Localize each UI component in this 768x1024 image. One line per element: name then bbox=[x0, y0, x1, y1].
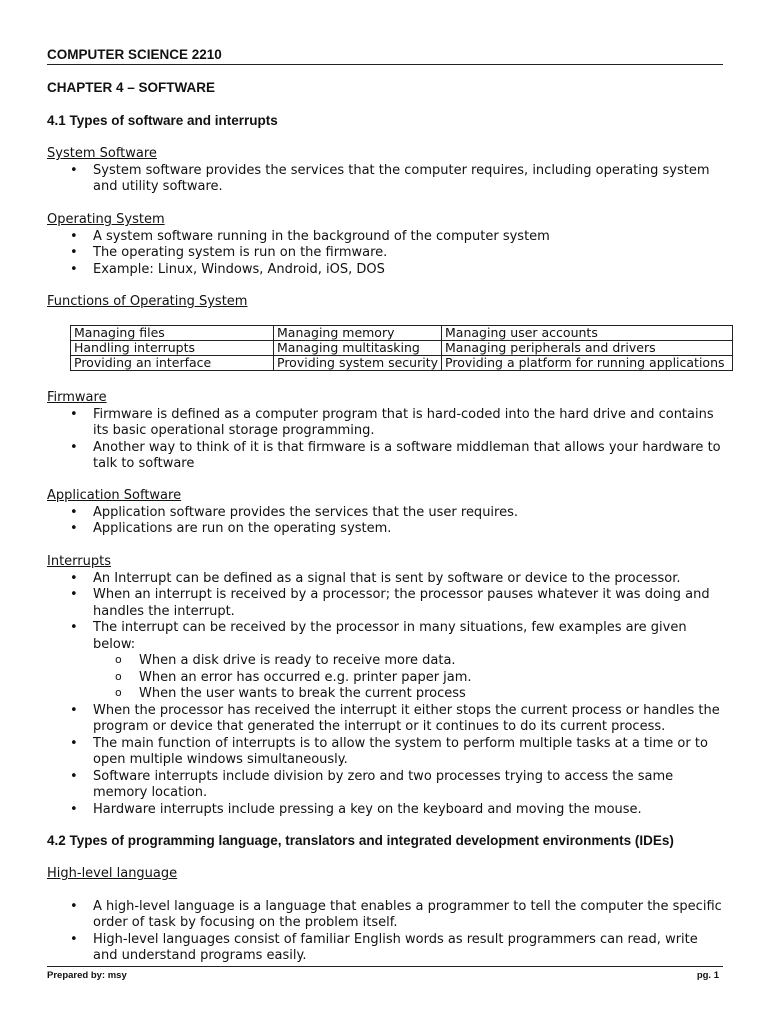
section-heading-4-2: 4.2 Types of programming language, translators and integrated development environments (IDEs) bbox=[47, 833, 674, 848]
table-row bbox=[71, 326, 733, 341]
sub-list-item: o When a disk drive is ready to receive more data. bbox=[93, 653, 723, 670]
list-item-text: The interrupt can be received by the processor in many situations, few examples are given below: bbox=[93, 620, 687, 652]
sub-list-item: o When the user wants to break the current process bbox=[93, 686, 723, 703]
operating-system-heading: Operating System bbox=[47, 212, 165, 227]
footer-author: Prepared by: msy bbox=[47, 970, 127, 981]
list-item: • The operating system is run on the firmware. bbox=[47, 245, 723, 262]
table-cell: Handling interrupts bbox=[71, 341, 274, 356]
operating-system-section bbox=[47, 212, 723, 278]
list-item: • The main function of interrupts is to allow the system to perform multiple tasks at a time or to open multiple windows simultaneously. bbox=[47, 736, 723, 769]
application-software-heading: Application Software bbox=[47, 488, 182, 503]
table-row bbox=[71, 356, 733, 371]
system-software-list bbox=[47, 163, 723, 196]
page-header bbox=[47, 44, 723, 65]
page-number: pg. 1 bbox=[696, 970, 719, 981]
chapter-title: CHAPTER 4 – SOFTWARE bbox=[47, 80, 216, 95]
list-item: • When the processor has received the interrupt it either stops the current process or handles the program or device that generated the interrupt or it continues to do its current process. bbox=[47, 703, 723, 736]
list-item: • High-level languages consist of familiar English words as result programmers can read, write and understand programs easily. bbox=[47, 932, 723, 965]
sub-list-item: o When an error has occurred e.g. printer paper jam. bbox=[93, 670, 723, 687]
interrupt-examples-list bbox=[93, 653, 723, 703]
list-item: • An Interrupt can be defined as a signal that is sent by software or device to the processor. bbox=[47, 571, 723, 588]
list-item: • Applications are run on the operating system. bbox=[47, 521, 723, 538]
operating-system-list bbox=[47, 229, 723, 279]
list-item bbox=[47, 620, 723, 703]
table-cell: Managing memory bbox=[274, 326, 442, 341]
list-item: • When an interrupt is received by a processor; the processor pauses whatever it was doing and handles the interrupt. bbox=[47, 587, 723, 620]
interrupts-list bbox=[47, 571, 723, 819]
list-item: • System software provides the services that the computer requires, including operating system and utility software. bbox=[47, 163, 723, 196]
list-item: • Another way to think of it is that firmware is a software middleman that allows your hardware to talk to software bbox=[47, 440, 723, 473]
table-cell: Providing a platform for running applications bbox=[442, 356, 733, 371]
table-cell: Providing system security bbox=[274, 356, 442, 371]
functions-section bbox=[47, 294, 247, 311]
list-item: • Hardware interrupts include pressing a key on the keyboard and moving the mouse. bbox=[47, 802, 723, 819]
list-item: • A high-level language is a language that enables a programmer to tell the computer the specific order of task by focusing on the problem itself. bbox=[47, 899, 723, 932]
interrupts-heading: Interrupts bbox=[47, 554, 111, 569]
high-level-section bbox=[47, 866, 723, 965]
application-software-list bbox=[47, 505, 723, 538]
section-heading-4-1: 4.1 Types of software and interrupts bbox=[47, 113, 278, 128]
firmware-heading: Firmware bbox=[47, 390, 107, 405]
list-item: • Application software provides the services that the user requires. bbox=[47, 505, 723, 522]
interrupts-section bbox=[47, 554, 723, 818]
list-item: • Firmware is defined as a computer program that is hard-coded into the hard drive and contains its basic operational storage programming. bbox=[47, 407, 723, 440]
table-cell: Managing multitasking bbox=[274, 341, 442, 356]
table-cell: Managing files bbox=[71, 326, 274, 341]
table-cell: Providing an interface bbox=[71, 356, 274, 371]
header-title: COMPUTER SCIENCE 2210 bbox=[47, 47, 222, 62]
firmware-section bbox=[47, 390, 723, 473]
page-footer bbox=[47, 966, 723, 981]
list-item: • Example: Linux, Windows, Android, iOS, DOS bbox=[47, 262, 723, 279]
high-level-list bbox=[47, 899, 723, 965]
system-software-section bbox=[47, 146, 723, 196]
table-row bbox=[71, 341, 733, 356]
functions-table bbox=[70, 325, 733, 371]
list-item: • Software interrupts include division by zero and two processes trying to access the same memory location. bbox=[47, 769, 723, 802]
table-cell: Managing peripherals and drivers bbox=[442, 341, 733, 356]
list-item: • A system software running in the background of the computer system bbox=[47, 229, 723, 246]
system-software-heading: System Software bbox=[47, 146, 157, 161]
functions-heading: Functions of Operating System bbox=[47, 294, 248, 309]
application-software-section bbox=[47, 488, 723, 538]
firmware-list bbox=[47, 407, 723, 473]
high-level-heading: High-level language bbox=[47, 866, 178, 881]
table-cell: Managing user accounts bbox=[442, 326, 733, 341]
